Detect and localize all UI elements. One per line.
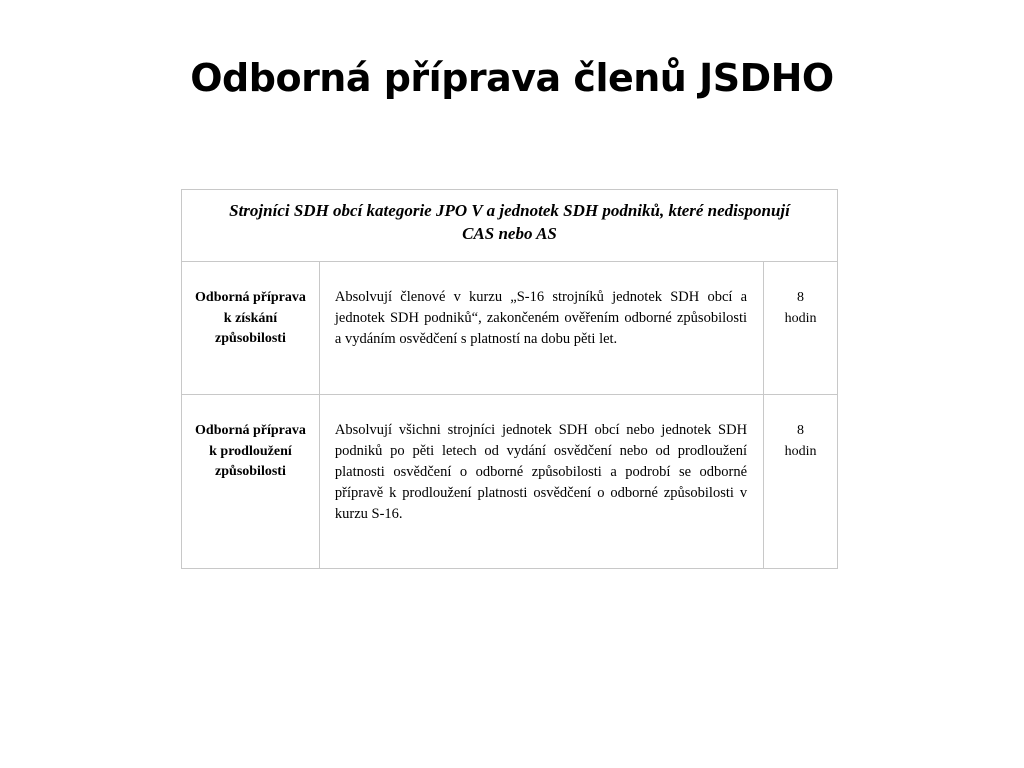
row-hours [764, 395, 838, 569]
table-header: Strojníci SDH obcí kategorie JPO V a jednotek SDH podniků, které nedisponují CAS nebo AS [182, 190, 838, 262]
hours-value: 8 [797, 423, 805, 438]
table-row [182, 395, 838, 569]
row-label: Odborná příprava k prodloužení způsobilosti [182, 395, 320, 569]
table-header-row [182, 190, 838, 262]
hours-unit: hodin [784, 444, 817, 459]
slide-title: Odborná příprava členů JSDHO [190, 56, 834, 100]
row-label: Odborná příprava k získání způsobilosti [182, 262, 320, 395]
hours-unit: hodin [784, 311, 817, 326]
row-description: Absolvují členové v kurzu „S-16 strojníků jednotek SDH obcí a jednotek SDH podniků“, zakončeném ověřením odborné způsobilosti a vydáním osvědčení s platností na dobu pěti let. [319, 262, 763, 395]
training-table [181, 189, 838, 569]
row-description: Absolvují všichni strojníci jednotek SDH obcí nebo jednotek SDH podniků po pěti letech od vydání osvědčení nebo od prodloužení platnosti osvědčení o odborné způsobilosti a podrobí se odborné přípravě k prodloužení platnosti osvědčení o odborné způsobilosti v kurzu S-16. [319, 395, 763, 569]
table-row [182, 262, 838, 395]
hours-value: 8 [797, 290, 805, 305]
row-hours [764, 262, 838, 395]
